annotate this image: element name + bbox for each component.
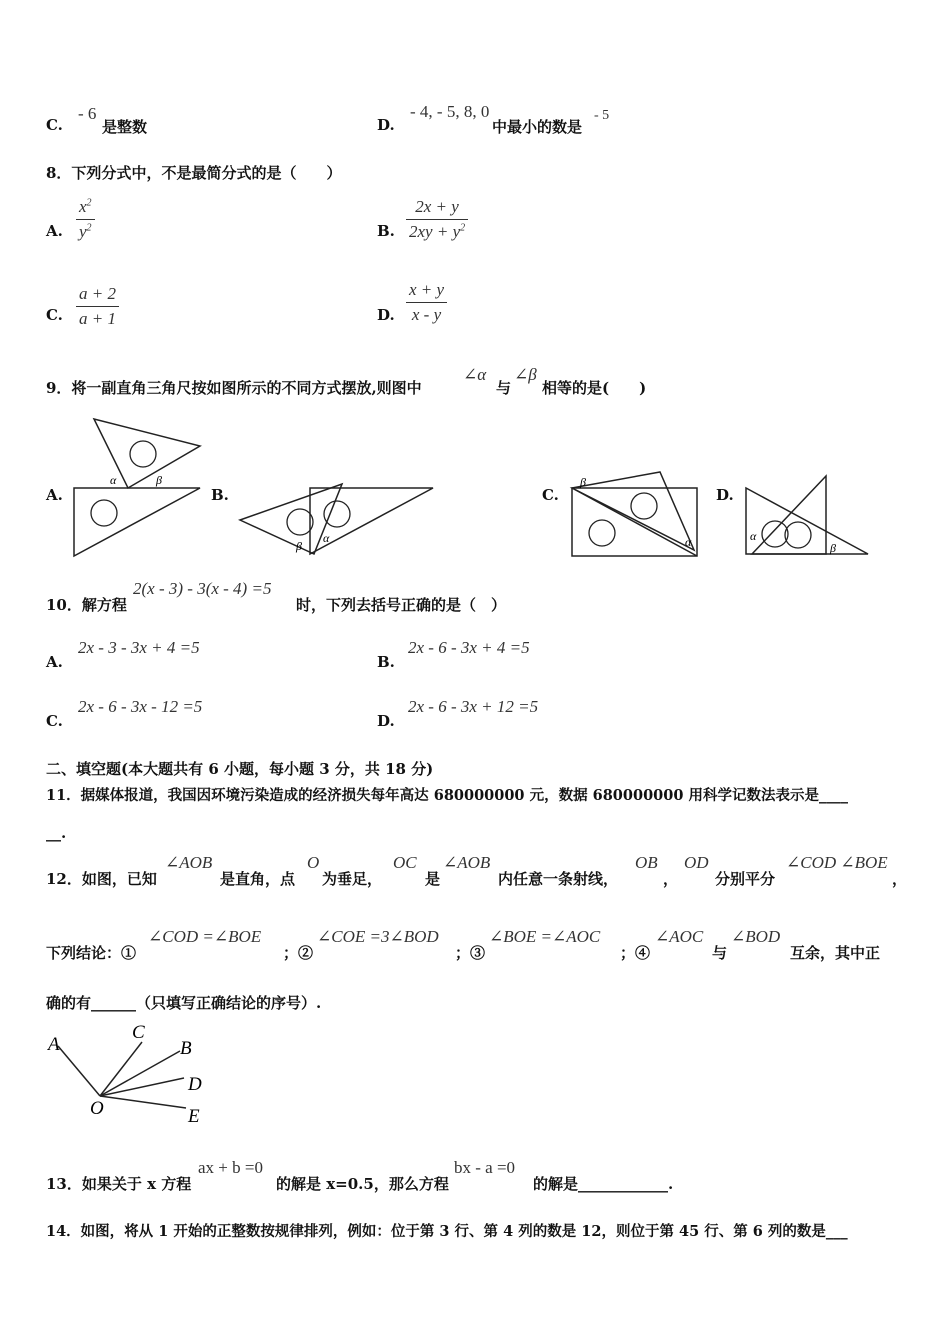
q12-r2-end: 互余，其中正 [790, 944, 881, 962]
q12-r2-c: ；③ [455, 944, 486, 962]
ray-oe [100, 1096, 186, 1108]
q13-eq1: ax + b =0 [198, 1158, 263, 1177]
fig-label-o: O [90, 1098, 104, 1119]
q7-c-expr: - 6 [78, 104, 97, 123]
fig-c-beta: β [580, 475, 586, 489]
q10-d-expr: 2x - 6 - 3x + 12 =5 [408, 697, 539, 716]
fig-label-b: B [180, 1038, 192, 1059]
q12-r2-e1: ∠COD =∠BOE [148, 927, 262, 946]
q8-a-num-exp: 2 [86, 197, 92, 209]
q12-figure [44, 1018, 214, 1130]
q8-a-label: A. [46, 222, 63, 240]
fig-c-alpha: α [685, 535, 692, 549]
q10-a-expr: 2x - 3 - 3x + 4 =5 [78, 638, 200, 657]
q8-stem: 8．下列分式中，不是最简分式的是（ ） [46, 164, 342, 182]
q13-p3: 的解是____________. [533, 1175, 674, 1193]
ray-oa [58, 1046, 100, 1096]
q8-a-fraction [76, 197, 95, 242]
q9-figure-a [70, 414, 205, 562]
q9-d-label: D. [716, 486, 734, 504]
q12-r2-b: ；② [283, 944, 314, 962]
fig-d-beta: β [830, 541, 836, 555]
q12-p1: 12．如图，已知 [46, 870, 157, 888]
q12-oc: OC [393, 853, 417, 872]
q12-o: O [307, 853, 320, 872]
fig-a-top-hole [130, 441, 156, 467]
fig-d-hole-1 [762, 521, 788, 547]
fig-a-bottom-hole [91, 500, 117, 526]
q8-b-num: 2x + y [406, 197, 468, 220]
q8-b-den-exp: 2 [460, 222, 466, 234]
fig-c-hole-2 [589, 520, 615, 546]
fig-label-e: E [188, 1106, 200, 1127]
q8-c-num: a + 2 [76, 284, 119, 307]
q8-b-label: B. [377, 222, 395, 240]
fig-a-bottom-triangle [74, 488, 200, 556]
q12-aob: ∠AOB [165, 853, 213, 872]
q10-b-expr: 2x - 6 - 3x + 4 =5 [408, 638, 530, 657]
q8-d-fraction [406, 280, 447, 325]
q8-c-label: C. [46, 306, 63, 324]
q7-c-text: 是整数 [102, 118, 148, 136]
fig-a-alpha: α [110, 473, 117, 487]
fig-b-beta: β [296, 539, 302, 553]
q9-stem-b: 相等的是( ) [542, 379, 647, 397]
q7-d-text: 中最小的数是 [492, 118, 583, 136]
q11-line2: __. [46, 824, 67, 842]
fig-b-alpha: α [323, 531, 330, 545]
q13-p2: 的解是 x=0.5，那么方程 [276, 1175, 449, 1193]
fig-label-c: C [132, 1022, 145, 1043]
q12-r2-e4: ∠AOC [655, 927, 704, 946]
q12-r2-e5: ∠BOD [731, 927, 781, 946]
q8-d-num: x + y [406, 280, 447, 303]
q12-p6: 分别平分 [715, 870, 776, 888]
q13-eq2: bx - a =0 [454, 1158, 516, 1177]
q9-beta: ∠β [514, 365, 537, 384]
q12-r3: 确的有______（只填写正确结论的序号）. [46, 994, 322, 1012]
q10-d-label: D. [377, 712, 395, 730]
q14-text: 14．如图，将从 1 开始的正整数按规律排列，例如：位于第 3 行、第 4 列的数是 12，则位于第 45 行、第 6 列的数是___ [46, 1223, 848, 1240]
q7-d-expr: - 4, - 5, 8, 0 [410, 102, 490, 121]
q12-od: OD [684, 853, 709, 872]
q9-with: 与 [496, 379, 512, 397]
q9-b-label: B. [211, 486, 229, 504]
q9-stem-a: 9．将一副直角三角尺按如图所示的不同方式摆放,则图中 [46, 379, 422, 397]
q10-stem-a: 10．解方程 [46, 596, 127, 614]
fig-a-beta: β [156, 473, 162, 487]
section2-title: 二、填空题(本大题共有 6 小题，每小题 3 分，共 18 分) [46, 760, 434, 778]
ray-ob [100, 1051, 180, 1096]
q7-d-label: D. [377, 116, 395, 134]
q12-r2-a: 下列结论：① [46, 944, 137, 962]
q12-p3: 为垂足， [322, 870, 383, 888]
fig-label-d: D [188, 1074, 202, 1095]
q9-a-label: A. [46, 486, 63, 504]
q8-a-den-exp: 2 [86, 222, 92, 234]
q10-c-expr: 2x - 6 - 3x - 12 =5 [78, 697, 203, 716]
fig-b-hole-1 [287, 509, 313, 535]
q12-r2-e2: ∠COE =3∠BOD [317, 927, 439, 946]
q11-line1: 11．据媒体报道，我国因环境污染造成的经济损失每年高达 680000000 元，数据 680000000 用科学记数法表示是____ [46, 787, 848, 804]
q8-b-den: 2xy + y [409, 222, 461, 241]
fig-d-alpha: α [750, 529, 757, 543]
q12-r2-e3: ∠BOE =∠AOC [489, 927, 601, 946]
q12-comma: ， [663, 870, 679, 888]
q9-figure-d [742, 472, 874, 560]
q12-p2: 是直角，点 [220, 870, 296, 888]
fig-d-hole-2 [785, 522, 811, 548]
q9-figure-b [236, 482, 438, 560]
q8-a-den: y [79, 222, 87, 241]
q10-c-label: C. [46, 712, 63, 730]
q12-aob2: ∠AOB [443, 853, 491, 872]
q9-c-label: C. [542, 486, 559, 504]
q12-p4: 是 [425, 870, 441, 888]
q10-a-label: A. [46, 653, 63, 671]
q12-r2-d: ；④ [620, 944, 651, 962]
q9-alpha: ∠α [463, 365, 487, 384]
q9-figure-c [568, 468, 700, 562]
q10-equation: 2(x - 3) - 3(x - 4) =5 [133, 579, 272, 598]
q7-c-label: C. [46, 116, 63, 134]
q8-c-fraction [76, 284, 119, 329]
q8-c-den: a + 1 [79, 309, 116, 328]
q13-p1: 13．如果关于 x 方程 [46, 1175, 192, 1193]
q12-ob: OB [635, 853, 658, 872]
fig-c-diagonal [572, 488, 697, 556]
q8-b-fraction [406, 197, 468, 242]
q12-p5: 内任意一条射线， [498, 870, 619, 888]
fig-b-hole-2 [324, 501, 350, 527]
q10-b-label: B. [377, 653, 395, 671]
q7-d-answer: - 5 [594, 108, 610, 123]
q12-p7: ， [892, 870, 908, 888]
q8-d-den: x - y [411, 305, 442, 324]
q10-stem-b: 时，下列去括号正确的是（ ） [296, 596, 507, 614]
q8-a-num: x [79, 197, 87, 216]
fig-label-a: A [48, 1034, 60, 1055]
fig-d-right-triangle [752, 476, 826, 554]
q12-r2-with: 与 [712, 944, 728, 962]
q12-cod-boe: ∠COD ∠BOE [786, 853, 888, 872]
fig-c-hole-1 [631, 493, 657, 519]
q8-d-label: D. [377, 306, 395, 324]
